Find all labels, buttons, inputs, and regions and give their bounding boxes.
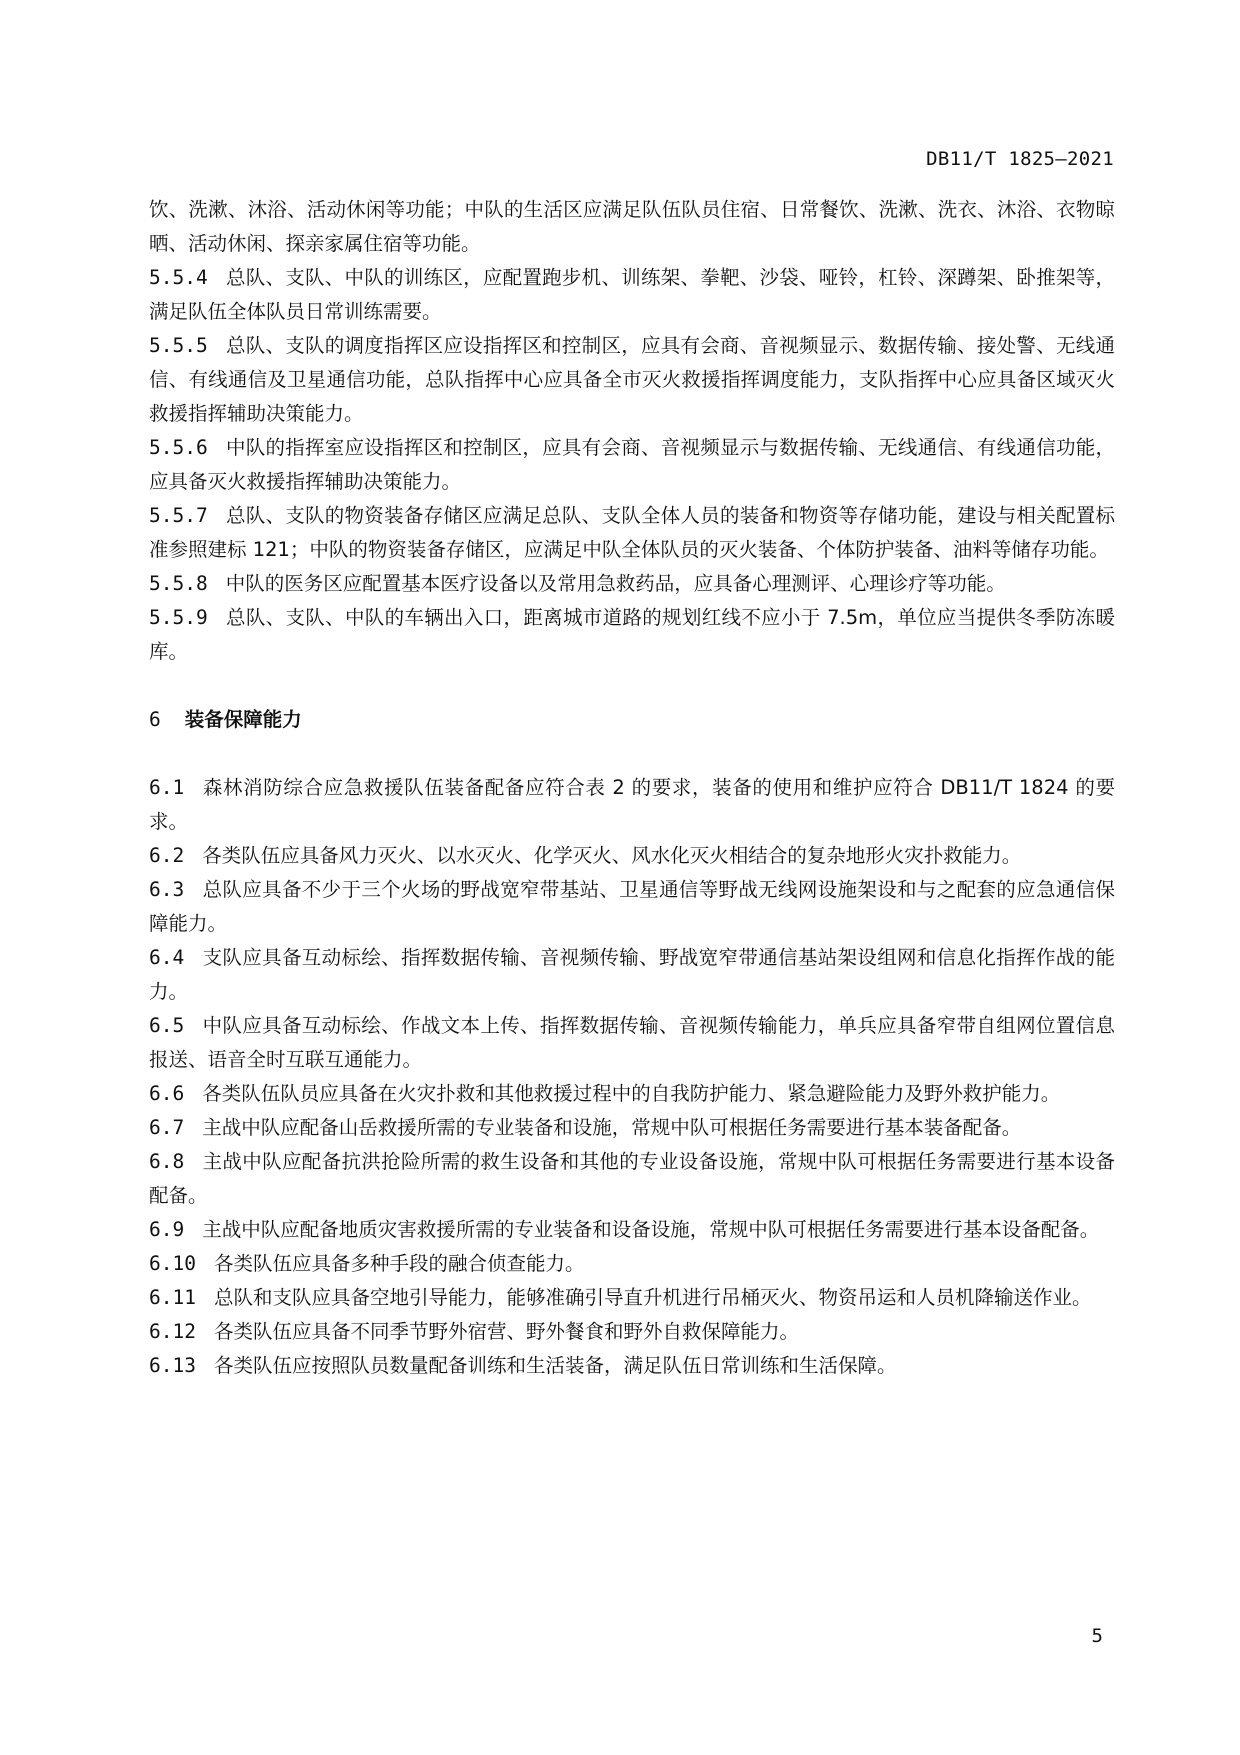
clause-text: 各类队伍应具备风力灭火、以水灭火、化学灭火、风水化灭火相结合的复杂地形火灾扑救能力。 <box>202 844 1022 867</box>
clause-text: 各类队伍队员应具备在火灾扑救和其他救援过程中的自我防护能力、紧急避险能力及野外救护能力。 <box>202 1082 1061 1105</box>
clause-text: 主战中队应配备山岳救援所需的专业装备和设施，常规中队可根据任务需要进行基本装备配备。 <box>202 1116 1022 1139</box>
clause-number: 6.4 <box>149 946 185 969</box>
clause-5-5-6 <box>149 431 1115 499</box>
clause-5-5-5 <box>149 329 1115 431</box>
clause-6-12 <box>149 1315 1115 1349</box>
clause-text: 主战中队应配备地质灾害救援所需的专业装备和设备设施，常规中队可根据任务需要进行基本设备配备。 <box>202 1218 1100 1241</box>
clause-text: 森林消防综合应急救援队伍装备配备应符合表 2 的要求，装备的使用和维护应符合 DB11/T 1824 的要求。 <box>149 776 1115 833</box>
clause-text: 总队、支队的物资装备存储区应满足总队、支队全体人员的装备和物资等存储功能，建设与相关配置标准参照建标 121；中队的物资装备存储区，应满足中队全体队员的灭火装备、个体防护装备、油料等储存功能。 <box>149 504 1115 561</box>
clause-number: 6.2 <box>149 844 185 867</box>
clause-text: 主战中队应配备抗洪抢险所需的救生设备和其他的专业设备设施，常规中队可根据任务需要进行基本设备配备。 <box>149 1150 1115 1207</box>
clause-6-10 <box>149 1247 1115 1281</box>
clause-number: 6.11 <box>149 1286 196 1309</box>
clause-text: 各类队伍应具备多种手段的融合侦查能力。 <box>213 1252 585 1275</box>
document-body <box>149 193 1115 1383</box>
clause-6-2 <box>149 839 1115 873</box>
clause-text: 总队应具备不少于三个火场的野战宽窄带基站、卫星通信等野战无线网设施架设和与之配套的应急通信保障能力。 <box>149 878 1115 935</box>
clause-number: 6.13 <box>149 1354 196 1377</box>
document-code-header: DB11/T 1825—2021 <box>926 148 1114 170</box>
clause-number: 6.7 <box>149 1116 185 1139</box>
clause-text: 各类队伍应按照队员数量配备训练和生活装备，满足队伍日常训练和生活保障。 <box>213 1354 897 1377</box>
section-heading-6 <box>149 703 1115 737</box>
clause-6-9 <box>149 1213 1115 1247</box>
clause-text: 中队应具备互动标绘、作战文本上传、指挥数据传输、音视频传输能力，单兵应具备窄带自组网位置信息报送、语音全时互联互通能力。 <box>149 1014 1115 1071</box>
continued-paragraph <box>149 193 1115 261</box>
clause-6-7 <box>149 1111 1115 1145</box>
clause-number: 5.5.8 <box>149 572 208 595</box>
clause-6-13 <box>149 1349 1115 1383</box>
clause-6-1 <box>149 771 1115 839</box>
clause-6-5 <box>149 1009 1115 1077</box>
clause-6-3 <box>149 873 1115 941</box>
clause-number: 6.8 <box>149 1150 185 1173</box>
clause-text: 总队、支队、中队的车辆出入口，距离城市道路的规划红线不应小于 7.5m，单位应当提供冬季防冻暖库。 <box>149 606 1115 663</box>
clause-6-8 <box>149 1145 1115 1213</box>
clause-6-6 <box>149 1077 1115 1111</box>
section-6-clauses <box>149 771 1115 1383</box>
clause-5-5-4 <box>149 261 1115 329</box>
clause-text: 中队的指挥室应设指挥区和控制区，应具有会商、音视频显示与数据传输、无线通信、有线通信功能，应具备灭火救援指挥辅助决策能力。 <box>149 436 1115 493</box>
clause-text: 饮、洗漱、沐浴、活动休闲等功能；中队的生活区应满足队伍队员住宿、日常餐饮、洗漱、洗衣、沐浴、衣物晾晒、活动休闲、探亲家属住宿等功能。 <box>149 198 1115 255</box>
clause-6-4 <box>149 941 1115 1009</box>
clause-text: 总队、支队、中队的训练区，应配置跑步机、训练架、拳靶、沙袋、哑铃，杠铃、深蹲架、卧推架等，满足队伍全体队员日常训练需要。 <box>149 266 1115 323</box>
clause-number: 5.5.7 <box>149 504 208 527</box>
clause-5-5-7 <box>149 499 1115 567</box>
clause-5-5-8 <box>149 567 1115 601</box>
clause-6-11 <box>149 1281 1115 1315</box>
clause-text: 各类队伍应具备不同季节野外宿营、野外餐食和野外自救保障能力。 <box>213 1320 799 1343</box>
section-number: 6 <box>149 708 161 731</box>
clause-5-5-9 <box>149 601 1115 669</box>
section-5-5-continuation <box>149 193 1115 669</box>
clause-number: 5.5.9 <box>149 606 208 629</box>
clause-number: 6.12 <box>149 1320 196 1343</box>
clause-text: 总队、支队的调度指挥区应设指挥区和控制区，应具有会商、音视频显示、数据传输、接处警、无线通信、有线通信及卫星通信功能，总队指挥中心应具备全市灭火救援指挥调度能力，支队指挥中心应具备区域灭火救援指挥辅助决策能力。 <box>149 334 1115 425</box>
clause-number: 5.5.6 <box>149 436 208 459</box>
page-number: 5 <box>1091 1625 1103 1647</box>
section-title: 装备保障能力 <box>184 708 302 731</box>
clause-text: 中队的医务区应配置基本医疗设备以及常用急救药品，应具备心理测评、心理诊疗等功能。 <box>225 572 1006 595</box>
clause-number: 6.10 <box>149 1252 196 1275</box>
clause-number: 5.5.5 <box>149 334 208 357</box>
clause-number: 6.1 <box>149 776 185 799</box>
clause-number: 6.6 <box>149 1082 185 1105</box>
clause-number: 6.5 <box>149 1014 185 1037</box>
clause-number: 5.5.4 <box>149 266 208 289</box>
clause-number: 6.9 <box>149 1218 185 1241</box>
clause-text: 支队应具备互动标绘、指挥数据传输、音视频传输、野战宽窄带通信基站架设组网和信息化指挥作战的能力。 <box>149 946 1115 1003</box>
clause-number: 6.3 <box>149 878 185 901</box>
clause-text: 总队和支队应具备空地引导能力，能够准确引导直升机进行吊桶灭火、物资吊运和人员机降输送作业。 <box>213 1286 1092 1309</box>
